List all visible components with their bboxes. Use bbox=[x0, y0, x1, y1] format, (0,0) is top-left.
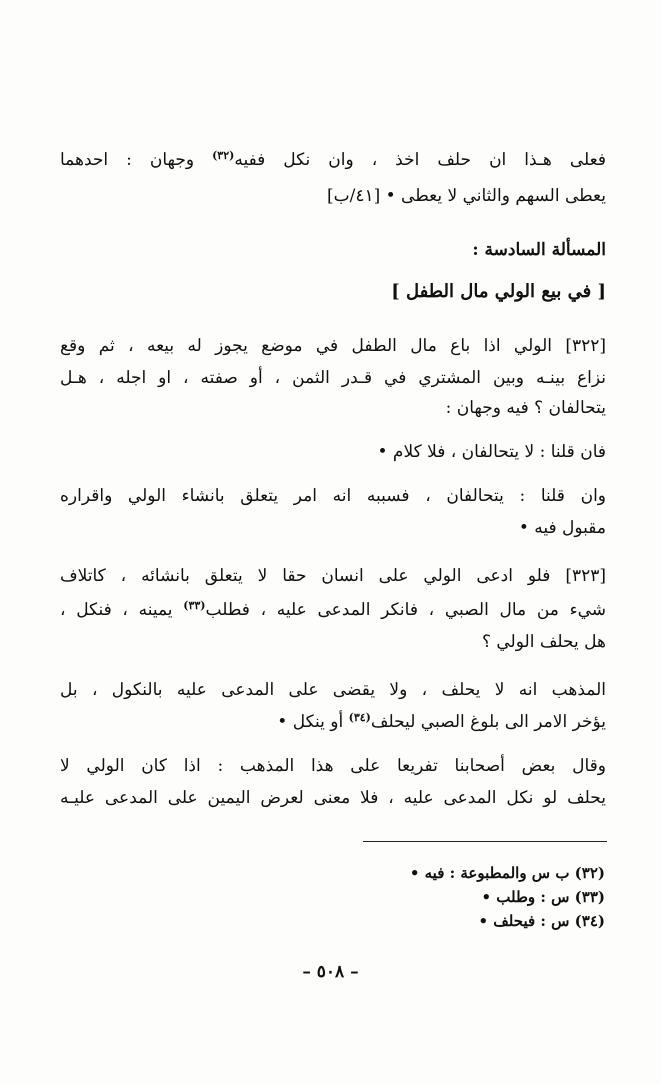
text-line-6: فان قلنا : لا يتحالفان ، فلا كلام • bbox=[377, 442, 606, 462]
footnote-32: (٣٢) ب س والمطبوعة : فيه • bbox=[409, 864, 605, 882]
footnote-ref-34: (٣٤) bbox=[348, 711, 371, 724]
text-line-10: شيء من مال الصبي ، فانكر المدعى عليه ، فطلب$^{(٣٣)}$ يمينه ، فنكل ، bbox=[60, 599, 606, 620]
text-line-15: يحلف لو نكل المدعى عليه ، فلا معنى لعرض اليمين على المدعى عليـه bbox=[60, 788, 606, 808]
page-number: – ٥٠٨ – bbox=[302, 962, 359, 982]
text-line-5: يتحالفان ؟ فيه وجهان : bbox=[445, 398, 606, 418]
footnote-separator bbox=[363, 841, 607, 842]
text-line-3: [٣٢٢] الولي اذا باع مال الطفل في موضع يجوز له بيعه ، ثم وقع bbox=[60, 336, 606, 356]
text-line-14: وقال بعض أصحابنا تفريعا على هذا المذهب : اذا كان الولي لا bbox=[60, 756, 606, 776]
section-heading: المسألة السادسة : bbox=[472, 240, 606, 260]
section-subtitle: [ في بيع الولي مال الطفل ] bbox=[391, 281, 606, 302]
text-line-11: هل يحلف الولي ؟ bbox=[481, 632, 606, 652]
footnote-34: (٣٤) س : فيحلف • bbox=[478, 912, 605, 930]
text-line-1: فعلى هـذا ان حلف اخذ ، وان نكل ففيه$^{(٣٢)}$ وجهان : احدهما bbox=[60, 149, 606, 170]
footnote-33: (٣٣) س : وطلب • bbox=[481, 888, 605, 906]
footnote-ref-33: (٣٣) bbox=[183, 599, 206, 612]
footnote-ref-32: (٣٢) bbox=[212, 149, 235, 162]
text-line-9: [٣٢٣] فلو ادعى الولي على انسان حقا لا يتعلق بانشائه ، كاتلاف bbox=[60, 566, 606, 586]
text-line-8: مقبول فيه • bbox=[518, 518, 606, 538]
text-line-2: يعطى السهم والثاني لا يعطى • [٤١/ب] bbox=[326, 186, 606, 206]
text-line-7: وان قلنا : يتحالفان ، فسببه انه امر يتعلق بانشاء الولي واقراره bbox=[60, 486, 606, 506]
text-line-4: نزاع بينـه وبين المشتري في قـدر الثمن ، أو صفته ، او اجله ، هـل bbox=[60, 368, 606, 388]
text-line-12: المذهب انه لا يحلف ، ولا يقضى على المدعى عليه بالنكول ، بل bbox=[60, 680, 606, 700]
text-line-13: يؤخر الامر الى بلوغ الصبي ليحلف$^{(٣٤)}$ أو ينكل • bbox=[277, 711, 606, 732]
